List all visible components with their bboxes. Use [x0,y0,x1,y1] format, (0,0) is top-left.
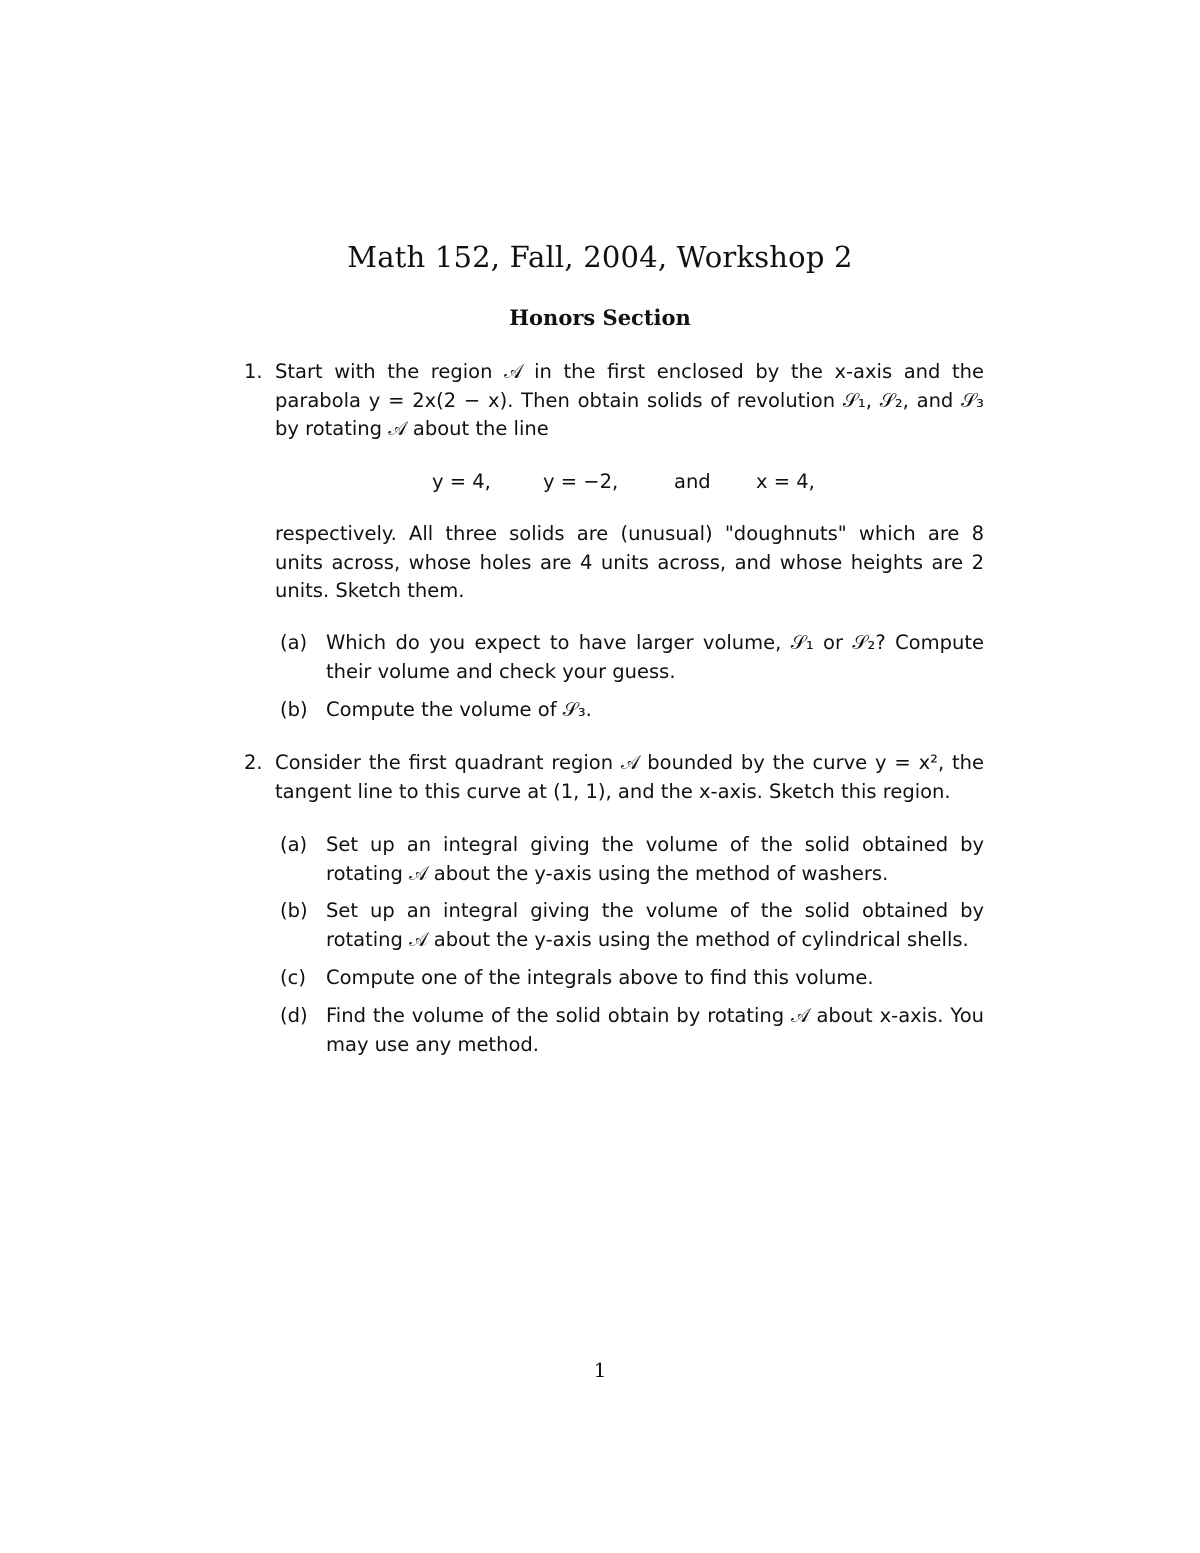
list-item [280,897,984,954]
page-number: 1 [593,1358,607,1382]
part-text: Which do you expect to have larger volume, 𝒮₁ or 𝒮₂? Compute their volume and check your guess. [326,631,984,683]
problem-text-after: respectively. All three solids are (unusual) "doughnuts" which are 8 units across, whose holes are 4 units across, and whose heights are 2 units. Sketch them. [275,522,984,602]
part-text: Find the volume of the solid obtain by rotating 𝒜 about x-axis. You may use any method. [326,1004,984,1056]
part-label: (b) [280,899,308,922]
problem-text: Start with the region 𝒜 in the first enclosed by the x-axis and the parabola y = 2x(2 − x). Then obtain solids of revolution 𝒮₁, 𝒮₂, and 𝒮₃ by rotating 𝒜 about the line [275,360,984,440]
page-title: Math 152, Fall, 2004, Workshop 2 [347,240,853,274]
list-item [280,964,984,993]
problem-2 [244,749,984,806]
part-text: Compute the volume of 𝒮₃. [326,698,592,721]
part-text: Set up an integral giving the volume of the solid obtained by rotating 𝒜 about the y-axis using the method of cylindrical shells. [326,899,984,951]
part-label: (c) [280,966,306,989]
display-equations [0,468,1200,498]
equation-y-4: y = 4, [432,470,491,493]
equation-and: and [674,470,711,493]
part-label: (a) [280,631,308,654]
problem-number: 1. [244,360,263,383]
problem-number: 2. [244,751,263,774]
equation-x-4: x = 4, [756,470,815,493]
problem-1-continued [244,520,984,606]
list-item [280,831,984,888]
problem-text: Consider the first quadrant region 𝒜 bounded by the curve y = x², the tangent line to this curve at (1, 1), and the x-axis. Sketch this region. [275,751,984,803]
list-item [280,1002,984,1059]
part-text: Set up an integral giving the volume of the solid obtained by rotating 𝒜 about the y-axis using the method of washers. [326,833,984,885]
part-label: (d) [280,1004,308,1027]
part-label: (b) [280,698,308,721]
part-text: Compute one of the integrals above to find this volume. [326,966,874,989]
list-item [280,696,984,725]
part-label: (a) [280,833,308,856]
problem-1 [244,358,984,444]
equation-y-minus-2: y = −2, [543,470,619,493]
list-item [280,629,984,686]
page-subtitle: Honors Section [509,305,691,330]
